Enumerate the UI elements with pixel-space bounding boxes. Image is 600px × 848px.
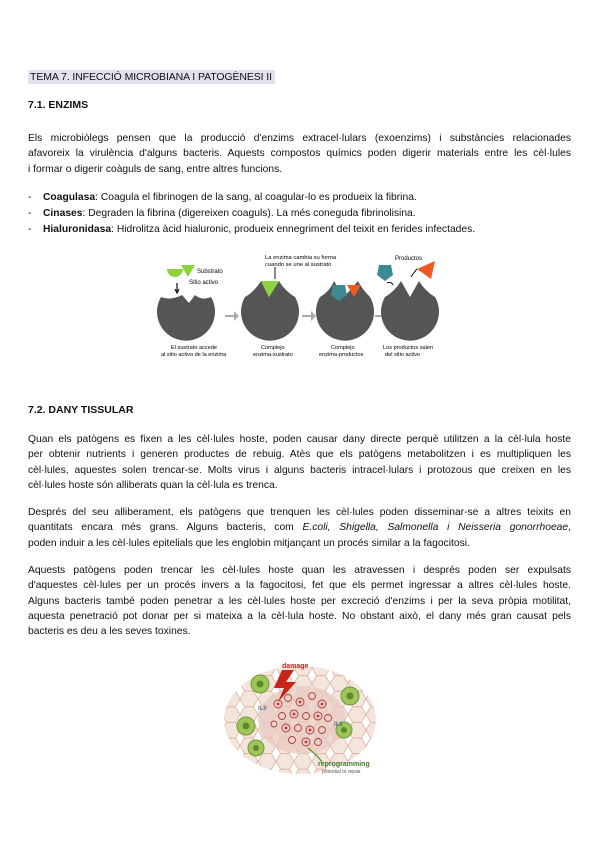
- enzyme-action-figure: [155, 253, 445, 365]
- caption-stage-3: Complejo: [331, 345, 355, 351]
- enzyme-stage-4: [377, 256, 439, 341]
- label-reprogramming: reprogramming: [318, 761, 370, 768]
- bacteria-species: E.coli, Shigella, Salmonella i Neisseria gonorrhoeae: [302, 522, 569, 534]
- caption-stage-1: El sustrato accede: [171, 345, 218, 351]
- list-item: - Coagulasa: Coagula el fibrinogen de la sang, al coagular-lo es produeix la fibrina.: [28, 192, 417, 203]
- tissue-damage-figure: [222, 660, 378, 778]
- text-line: bacteris es deu a les seves toxines.: [28, 626, 191, 638]
- enzyme-stage-3: [316, 281, 374, 341]
- text-line: Quan els patògens es fixen a les cèl·lules hoste, poden causar dany directe perquè utilitzen a la cèl·lula hoste: [28, 434, 571, 445]
- text-line: Després del seu alliberament, els patògens que trenquen les cèl·lules poden disseminar-se a altres teixits en: [28, 507, 571, 518]
- label-products: Productos: [395, 256, 423, 262]
- text-line: i formar o digerir coàguls de sang, entre altres funcions.: [28, 163, 283, 175]
- caption-stage-2: Complejo: [261, 345, 285, 351]
- topic-header: TEMA 7. INFECCIÓ MICROBIANA I PATOGÈNESI II: [28, 70, 275, 84]
- caption-stage-3: enzima-productos: [319, 352, 364, 358]
- text-line: Els microbiòlegs pensen que la producció d'enzims extracel·lulars (exoenzims) i substàncies relacionades: [28, 133, 571, 144]
- text-line: Aquests patògens poden trencar les cèl·lules hoste quan les atravessen i després poden ser expulsats: [28, 565, 571, 576]
- label-il6: IL6: [334, 722, 343, 728]
- label-complex-top: La enzima cambia su forma: [265, 255, 337, 261]
- text-line: cèl·lules, aquestes solen trencar-se. Molts virus i alguns bacteris intracel·lulars i protozous que creixen en les: [28, 464, 571, 476]
- caption-stage-1: al sitio activo de la enzima: [161, 352, 227, 358]
- list-item: - Hialuronidasa: Hidrolitza àcid hialuronic, produeix ennegriment del teixit en ferides infectades.: [28, 224, 476, 235]
- label-damage: damage: [282, 663, 309, 670]
- caption-stage-4: del sitio activo: [385, 352, 421, 358]
- enzyme-stage-1: [157, 265, 223, 341]
- tissue-damage-paragraph-3: [28, 563, 571, 639]
- text-line: afavoreix la virulència d'alguns bacteris. Aquests compostos químics poden digerir materials entre les cèl·lules: [28, 148, 571, 160]
- label-complex-top: cuando se une al sustrato: [265, 262, 332, 268]
- label-potential-repair: potential to repair: [322, 769, 361, 775]
- section-title-enzims: 7.1. ENZIMS: [28, 99, 89, 111]
- text-line: poden induir a les cèl·lules epitelials que les englobin mitjançant un procés similar a la fagocitosi.: [28, 537, 470, 549]
- text-line: Alguns bacteris també poden penetrar a les cèl·lules hoste per excreció d'enzims i per la seva pròpia motilitat,: [28, 595, 571, 607]
- tissue-damage-paragraph-1: [28, 432, 571, 493]
- text-line: d'aquestes cèl·lules per un procés invers a la fagocitosi, fet que els permet ingressar a altres cèl·lules hoste.: [28, 580, 571, 592]
- label-il6: IL6: [258, 706, 267, 712]
- arrow-icon: [225, 311, 239, 321]
- list-item: - Cinases: Degraden la fibrina (digereixen coaguls). La més coneguda fibrinolisina.: [28, 208, 416, 219]
- enzyme-list: [28, 190, 475, 238]
- text-line: quantitats encara més grans. Alguns bacteris, com E.coli, Shigella, Salmonella i Neisseria gonorrhoeae,: [28, 522, 572, 534]
- caption-stage-2: enzima-sustrato: [253, 352, 293, 358]
- section-title-dany-tissular: 7.2. DANY TISSULAR: [28, 404, 134, 416]
- label-substrate: Substrato: [197, 269, 223, 275]
- label-active-site: Sitio activo: [189, 280, 219, 286]
- text-line: aquesta penetració pot donar per si mateixa a la cèl·lula hoste. No obstant això, el dany més gran causat pels: [28, 610, 571, 622]
- text-line: cèl·lules hoste són alliberats quan la cèl·lula es trenca.: [28, 479, 278, 491]
- caption-stage-4: Los productos salen: [383, 345, 434, 351]
- tissue-damage-paragraph-2: [28, 505, 571, 551]
- text-line: per obtenir nutrients i generen productes de rebuig. Atès que els patògens metabolitzen i es multipliquen les: [28, 449, 571, 461]
- arrow-icon: [302, 311, 316, 321]
- enzims-intro-paragraph: [28, 131, 571, 177]
